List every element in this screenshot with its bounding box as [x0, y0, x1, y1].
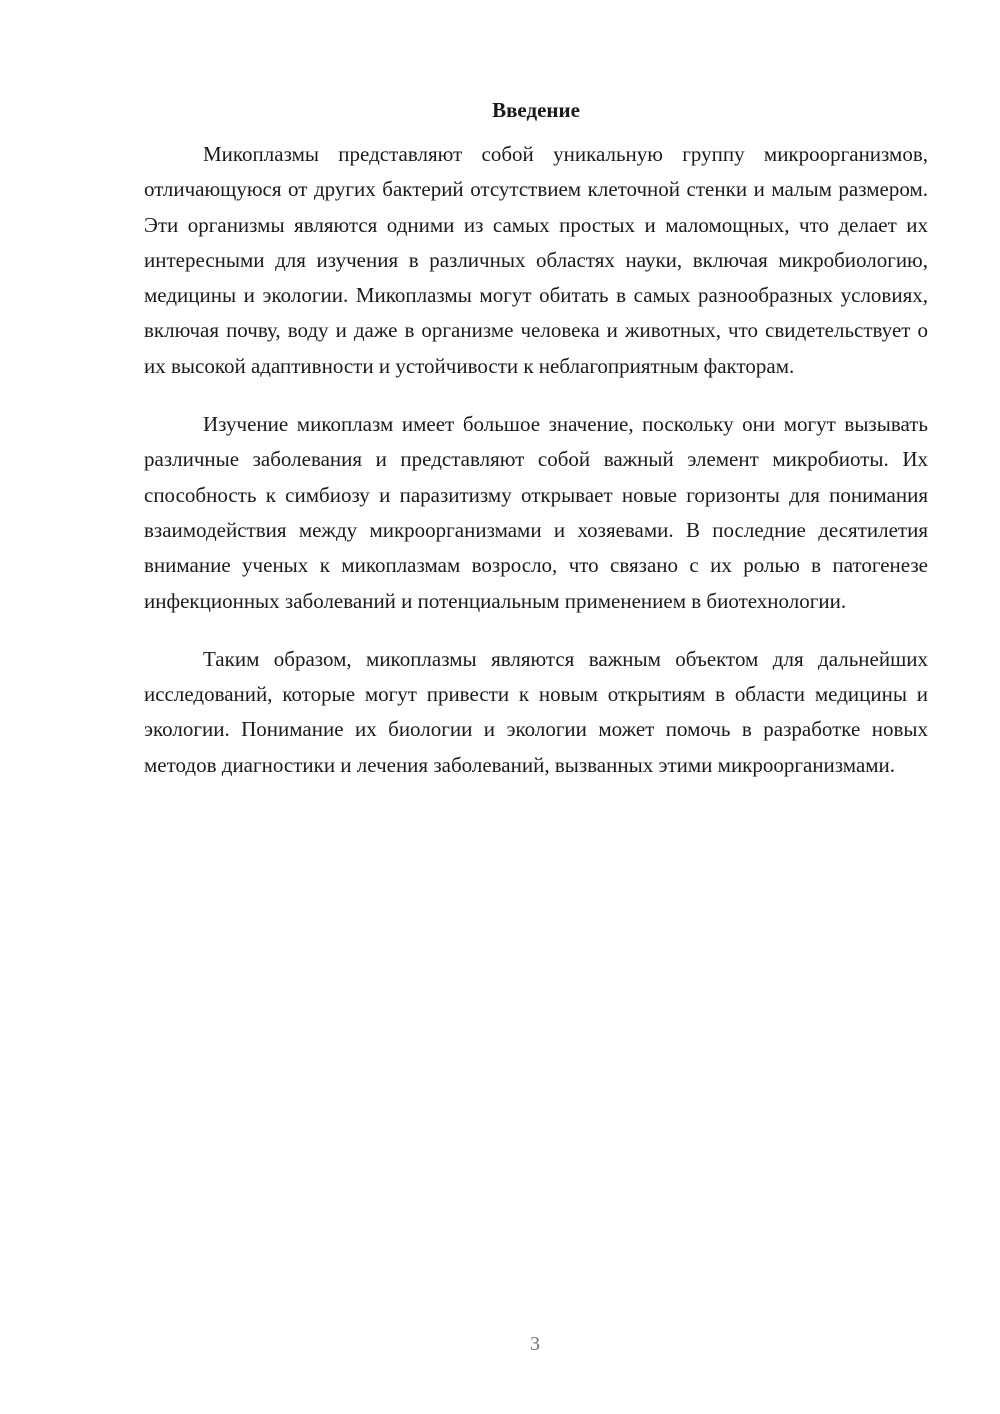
page-content — [144, 95, 928, 806]
page-number: 3 — [530, 1333, 540, 1355]
paragraph-2: Изучение микоплазм имеет большое значение, поскольку они могут вызывать различные заболевания и представляют собой важный элемент микробиоты. Их способность к симбиозу и паразитизму открывает новые горизонты для понимания взаимодействия между микроорганизмами и хозяевами. В последние десятилетия внимание ученых к микоплазмам возросло, что связано с их ролью в патогенезе инфекционных заболеваний и потенциальным применением в биотехнологии. — [144, 412, 928, 613]
section-heading: Введение — [492, 98, 580, 122]
paragraph-3: Таким образом, микоплазмы являются важным объектом для дальнейших исследований, которые могут привести к новым открытиям в области медицины и экологии. Понимание их биологии и экологии может помочь в разработке новых методов диагностики и лечения заболеваний, вызванных этими микроорганизмами. — [144, 646, 928, 777]
paragraph-1: Микоплазмы представляют собой уникальную группу микроорганизмов, отличающуюся от других бактерий отсутствием клеточной стенки и малым размером. Эти организмы являются одними из самых простых и маломощных, что делает их интересными для изучения в различных областях науки, включая микробиологию, медицины и экологии. Микоплазмы могут обитать в самых разнообразных условиях, включая почву, воду и даже в организме человека и животных, что свидетельствует о их высокой адаптивности и устойчивости к неблагоприятным факторам. — [144, 142, 928, 378]
